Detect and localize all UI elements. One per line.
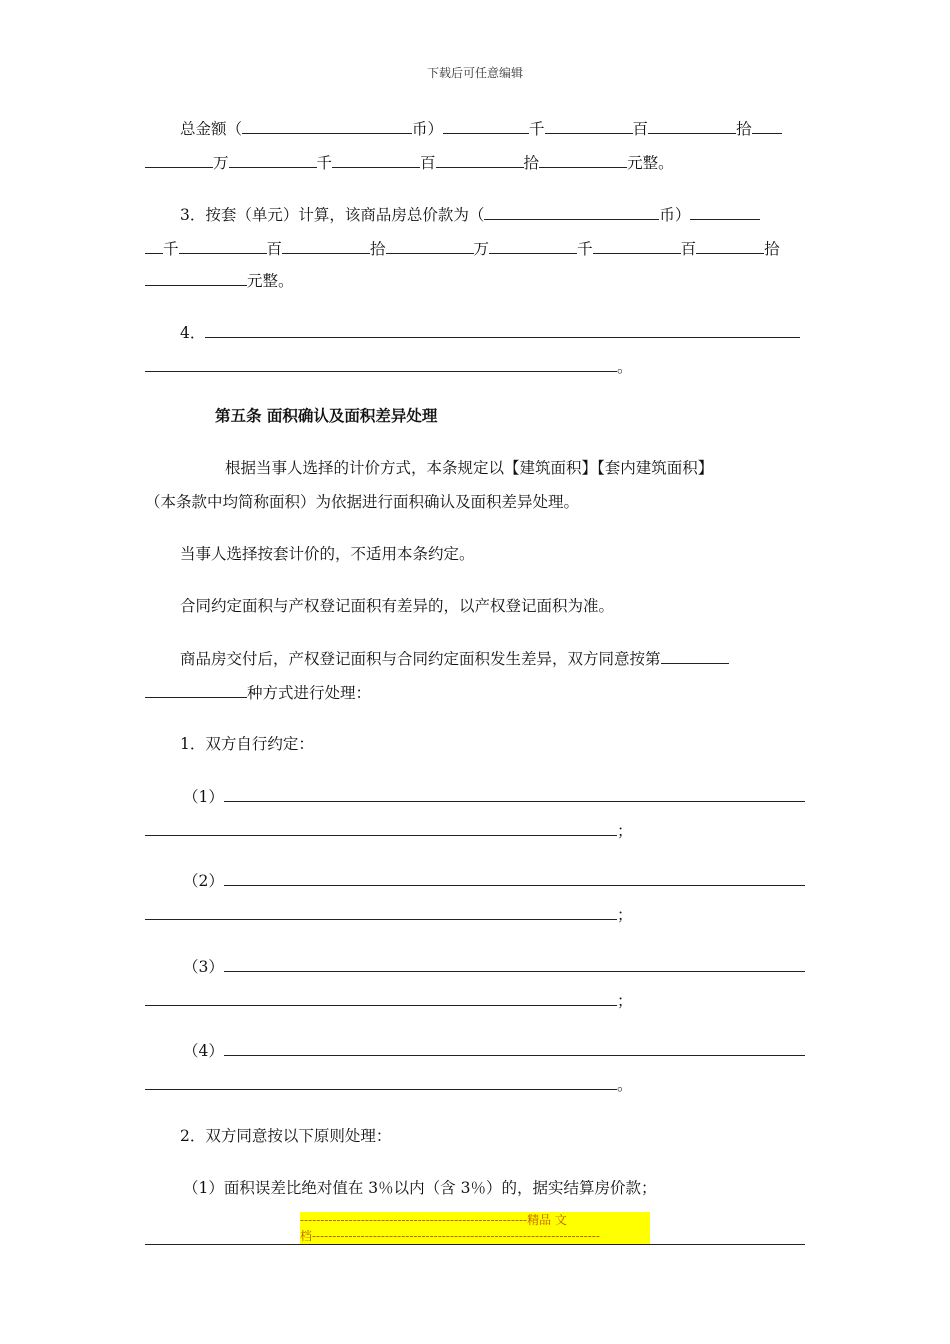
blank[interactable]	[145, 152, 213, 168]
blank[interactable]	[593, 238, 681, 254]
article-5-para-4-line-2	[145, 682, 371, 703]
semicolon: ；	[617, 822, 633, 840]
unit-bai: 百	[420, 154, 436, 172]
article-5-para-2: 当事人选择按套计价的，不适用本条约定。	[180, 545, 475, 563]
blank[interactable]	[179, 238, 267, 254]
blank[interactable]	[332, 152, 420, 168]
item-2-label: 2．双方同意按以下原则处理：	[180, 1127, 392, 1145]
item-4-line-2	[145, 356, 633, 377]
blank[interactable]	[145, 270, 247, 286]
sub-2-line-1	[183, 870, 805, 891]
total-amount-line-2	[145, 152, 674, 173]
unit-shi: 拾	[736, 120, 752, 138]
blank[interactable]	[145, 904, 617, 920]
sub-4-line-2	[145, 1074, 633, 1095]
per-unit-line-3	[145, 270, 294, 291]
footer-rule	[145, 1244, 805, 1245]
per-unit-line-1	[180, 204, 760, 225]
total-amount-line-1	[180, 118, 782, 139]
unit-shi: 拾	[370, 240, 386, 258]
unit-qian: 千	[529, 120, 545, 138]
blank[interactable]	[545, 118, 633, 134]
footer-watermark-line-2: 档-----------------------------------------------------------------------	[300, 1228, 650, 1244]
per-unit-label: 3．按套（单元）计算，该商品房总价款为（	[180, 206, 485, 224]
blank[interactable]	[386, 238, 474, 254]
para-4-suffix: 种方式进行处理：	[247, 684, 372, 702]
blank[interactable]	[696, 238, 764, 254]
para-4-text: 商品房交付后，产权登记面积与合同约定面积发生差异，双方同意按第	[180, 650, 661, 668]
item-2-sub-1: （1）面积误差比绝对值在 3％以内（含 3％）的，据实结算房价款；	[183, 1179, 657, 1197]
blank[interactable]	[648, 118, 736, 134]
blank[interactable]	[661, 648, 729, 664]
sub-4-label: （4）	[183, 1042, 224, 1060]
total-amount-label: 总金额（	[180, 120, 243, 138]
unit-yuan: 元整。	[627, 154, 674, 172]
blank[interactable]	[443, 118, 529, 134]
blank[interactable]	[436, 152, 524, 168]
page-header: 下载后可任意编辑	[426, 66, 523, 80]
blank[interactable]	[752, 118, 782, 134]
unit-wan: 万	[473, 240, 490, 258]
currency-blank[interactable]	[242, 118, 412, 134]
article-5-para-3: 合同约定面积与产权登记面积有差异的，以产权登记面积为准。	[180, 597, 615, 615]
blank[interactable]	[224, 786, 805, 802]
blank[interactable]	[224, 1040, 805, 1056]
unit-qian: 千	[316, 154, 333, 172]
sub-1-line-1	[183, 786, 805, 807]
period: 。	[617, 358, 633, 376]
blank[interactable]	[145, 1074, 617, 1090]
semicolon: ；	[617, 906, 633, 924]
item-4-label: 4．	[180, 324, 206, 342]
unit-wan: 万	[213, 154, 229, 172]
per-unit-line-2	[145, 238, 780, 259]
blank[interactable]	[145, 820, 617, 836]
sub-2-line-2	[145, 904, 633, 925]
blank[interactable]	[224, 870, 805, 886]
unit-qian: 千	[577, 240, 593, 258]
currency-blank[interactable]	[484, 204, 659, 220]
unit-shi: 拾	[764, 240, 780, 258]
semicolon: ；	[617, 992, 633, 1010]
blank[interactable]	[229, 152, 317, 168]
sub-3-label: （3）	[183, 958, 224, 976]
sub-4-line-1	[183, 1040, 805, 1061]
currency-label: 币）	[659, 206, 691, 224]
blank[interactable]	[224, 956, 805, 972]
unit-qian: 千	[163, 240, 179, 258]
sub-3-line-1	[183, 956, 805, 977]
article-5-para-4-line-1	[180, 648, 729, 669]
blank[interactable]	[539, 152, 627, 168]
sub-1-line-2	[145, 820, 633, 841]
unit-bai: 百	[266, 240, 283, 258]
blank[interactable]	[145, 238, 163, 254]
unit-bai: 百	[680, 240, 697, 258]
sub-3-line-2	[145, 990, 633, 1011]
blank[interactable]	[145, 990, 617, 1006]
blank[interactable]	[690, 204, 760, 220]
unit-yuan: 元整。	[247, 272, 294, 290]
blank[interactable]	[205, 322, 800, 338]
article-5-para-1-line-1: 根据当事人选择的计价方式，本条规定以【建筑面积】【套内建筑面积】	[225, 459, 714, 477]
unit-shi: 拾	[523, 154, 540, 172]
blank[interactable]	[282, 238, 370, 254]
item-4-line-1	[180, 322, 800, 343]
currency-label: 币）	[412, 120, 444, 138]
blank[interactable]	[145, 356, 617, 372]
period: 。	[617, 1076, 633, 1094]
sub-1-label: （1）	[183, 788, 224, 806]
item-1-label: 1．双方自行约定：	[180, 735, 314, 753]
article-5-para-1-line-2: （本条款中均简称面积）为依据进行面积确认及面积差异处理。	[145, 493, 580, 511]
footer-watermark-line-1: --------------------------------------------------------精品 文	[300, 1212, 650, 1228]
article-5-title: 第五条 面积确认及面积差异处理	[215, 406, 438, 425]
sub-2-label: （2）	[183, 872, 224, 890]
blank[interactable]	[489, 238, 577, 254]
unit-bai: 百	[632, 120, 649, 138]
blank[interactable]	[145, 682, 247, 698]
